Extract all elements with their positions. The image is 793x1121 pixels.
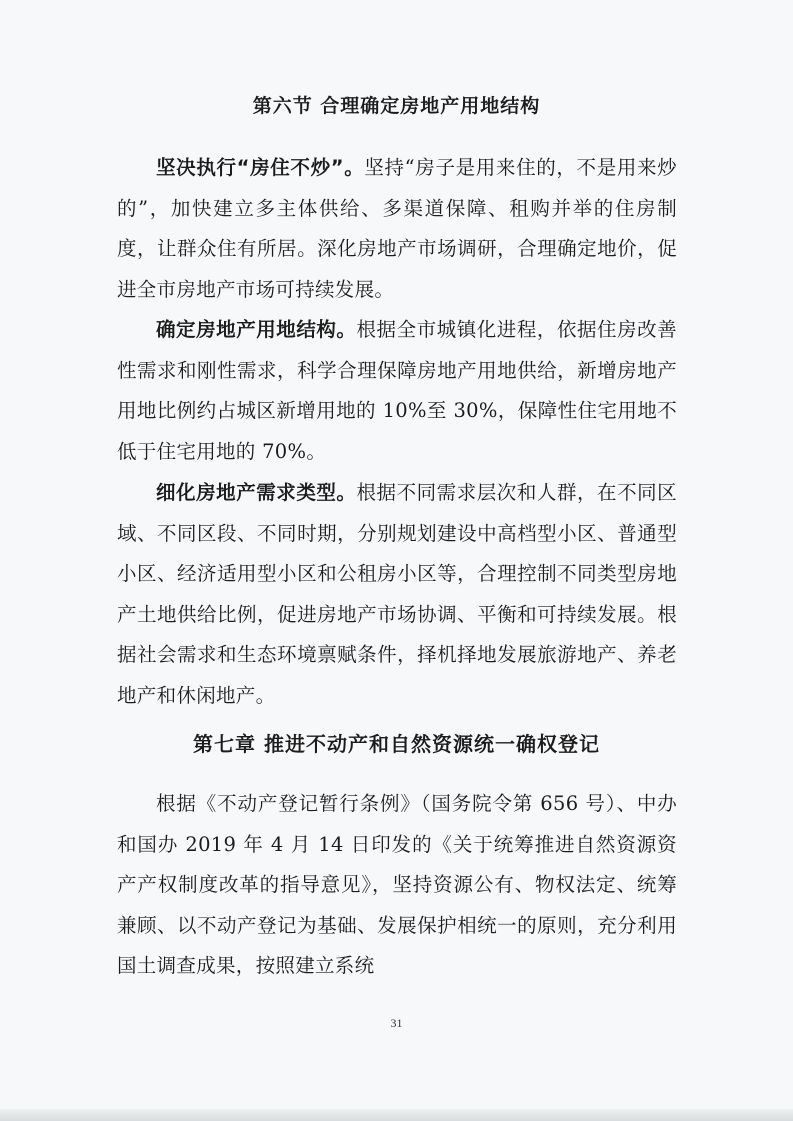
paragraph-lead: 确定房地产用地结构。 (156, 318, 357, 341)
paragraph-lead: 坚决执行“房住不炒”。 (156, 156, 365, 179)
paragraph-registration (117, 784, 677, 987)
paragraph-lead: 细化房地产需求类型。 (156, 481, 357, 504)
scan-edge (0, 1109, 793, 1121)
paragraph-land-structure (117, 310, 677, 472)
paragraph-demand-types (117, 473, 677, 716)
section-title: 第六节 合理确定房地产用地结构 (252, 95, 541, 117)
paragraph-text: 根据不同需求层次和人群，在不同区域、不同区段、不同时期，分别规划建设中高档型小区、普通型小区、经济适用型小区和公租房小区等，合理控制不同类型房地产土地供给比例，促进房地产市场协调、平衡和可持续发展。根据社会需求和生态环境禀赋条件，择机择地发展旅游地产、养老地产和休闲地产。 (117, 481, 677, 707)
paragraph-housing-not-speculation (117, 148, 677, 310)
paragraph-text: 根据《不动产登记暂行条例》（国务院令第 656 号）、中办和国办 2019 年 4 月 14 日印发的《关于统筹推进自然资源资产产权制度改革的指导意见》，坚持资源公有、物权法定、统筹兼顾、以不动产登记为基础、发展保护相统一的原则，充分利用国土调查成果，按照建立系统 (117, 792, 677, 977)
page-number: 31 (390, 1016, 403, 1030)
paragraph-text: 根据全市城镇化进程，依据住房改善性需求和刚性需求，科学合理保障房地产用地供给，新增房地产用地比例约占城区新增用地的 10%至 30%，保障性住宅用地不低于住宅用地的 70%。 (117, 318, 677, 463)
paragraph-text: 坚持“房子是用来住的，不是用来炒的”，加快建立多主体供给、多渠道保障、租购并举的住房制度，让群众住有所居。深化房地产市场调研，合理确定地价，促进全市房地产市场可持续发展。 (117, 156, 677, 301)
chapter-title: 第七章 推进不动产和自然资源统一确权登记 (193, 732, 600, 756)
